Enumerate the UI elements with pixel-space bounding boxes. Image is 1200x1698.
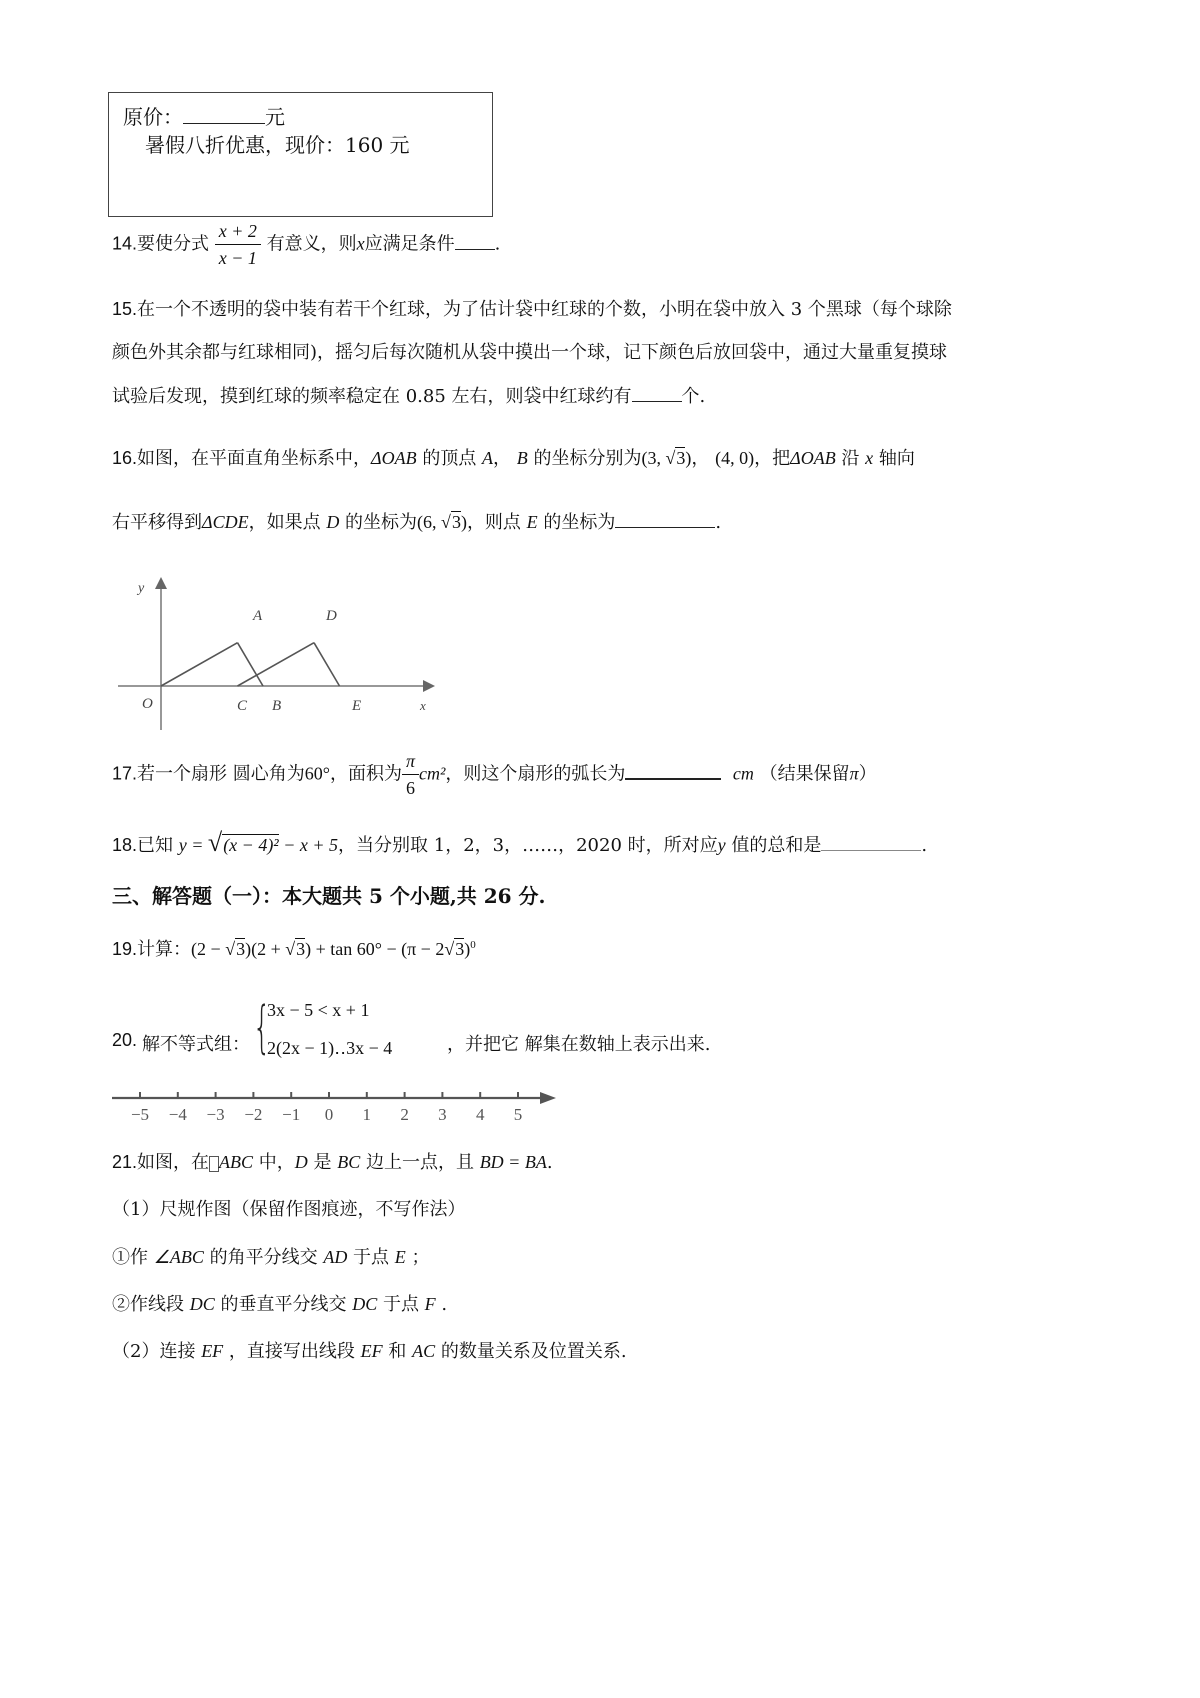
expression: − x + 5 — [278, 835, 339, 855]
fraction — [215, 220, 261, 269]
length-unit: cm — [732, 763, 754, 784]
question-text: 个. — [681, 386, 706, 407]
expression: y = — [178, 835, 208, 855]
question-text: 于点 — [377, 1294, 425, 1315]
original-price-label: 原价： — [123, 105, 183, 129]
question-text: ， — [691, 448, 716, 469]
point-label-c: C — [237, 698, 248, 714]
question-text: 和 — [382, 1341, 413, 1362]
tick-label: −5 — [130, 1105, 150, 1124]
fraction — [402, 750, 419, 799]
coord-part: ) — [460, 512, 467, 532]
question-19 — [112, 935, 476, 961]
segment-label: EF — [360, 1341, 383, 1361]
coord-part: ) — [685, 448, 692, 468]
segment-de — [314, 643, 340, 686]
question-18 — [112, 828, 927, 858]
question-text: 如图，在平面直角坐标系中， — [137, 448, 372, 469]
tick-label: −4 — [168, 1105, 187, 1124]
price-unit: 元 — [265, 105, 285, 129]
point-label-b: B — [272, 698, 282, 714]
question-text: 是 — [307, 1152, 338, 1173]
point-label: D — [326, 512, 340, 532]
tick-label: 3 — [438, 1105, 447, 1124]
numerator: x + 2 — [215, 220, 261, 245]
point-label-a: A — [253, 608, 263, 624]
question-number: 19. — [112, 939, 138, 959]
question-text: 中， — [253, 1152, 295, 1173]
segment-oa — [161, 643, 238, 686]
denominator: x − 1 — [218, 248, 257, 268]
answer-blank — [183, 109, 265, 124]
question-text: 如图，在 — [137, 1152, 210, 1173]
question-15-line-3 — [112, 382, 705, 408]
radicand: 3 — [296, 939, 306, 959]
point-label-e: E — [352, 698, 362, 714]
radicand: 3 — [236, 939, 246, 959]
question-text: 右平移得到 — [112, 512, 202, 533]
question-label: 解不等式组： — [142, 1034, 250, 1055]
question-text: 的坐标为 — [339, 512, 418, 533]
denominator: 6 — [405, 778, 415, 798]
point-label: B — [516, 448, 528, 468]
discount-line: 暑假八折优惠，现价：160 元 — [145, 133, 410, 157]
point-label: E — [526, 512, 538, 532]
expr-part: (2 − — [191, 939, 226, 959]
question-text: 边上一点，且 — [360, 1152, 480, 1173]
angle-label: ∠ABC — [153, 1247, 204, 1267]
question-15-line-2: 颜色外其余都与红球相同)，摇匀后每次随机从袋中摸出一个球，记下颜色后放回袋中，通过大量重复摸球 — [112, 342, 948, 363]
question-number: 17. — [112, 763, 138, 784]
area-unit: cm² — [419, 763, 446, 784]
triangle-label: ΔOAB — [371, 448, 417, 468]
triangle-label: ΔOAB — [790, 448, 836, 468]
expression: $(2 - √3)(2 + √3) + \tan 60^\circ - (\pi - 2√3)^0$ — [191, 939, 476, 959]
point-label: D — [294, 1152, 308, 1172]
question-16-line-2 — [112, 508, 721, 534]
question-text: ， — [493, 448, 517, 469]
point-label-d: D — [326, 608, 337, 624]
question-text: （结果保留 — [759, 763, 850, 785]
answer-blank — [632, 387, 682, 402]
question-16-line-1 — [112, 444, 915, 470]
question-text: ，则这个扇形的弧长为 — [445, 763, 626, 785]
tick-label: 0 — [324, 1105, 334, 1124]
question-text: 的坐标分别为 — [527, 448, 642, 469]
expr-part: ) — [464, 939, 471, 959]
question-21-step-2 — [112, 1290, 447, 1316]
tick-label: 2 — [400, 1105, 409, 1124]
triangle-label: ΔCDE — [202, 512, 249, 532]
inequality-2: 2(2x − 1)‥3x − 4 — [267, 1038, 393, 1058]
question-14 — [112, 220, 500, 269]
question-21-line-1 — [112, 1148, 553, 1174]
segment-cd — [238, 643, 315, 686]
coord-part: (6, — [417, 512, 442, 532]
question-text: 的数量关系及位置关系. — [435, 1341, 627, 1362]
segment-label: AD — [323, 1247, 348, 1267]
axis-label: x — [865, 448, 874, 468]
number-line — [100, 1080, 570, 1130]
question-text: 于点 — [347, 1247, 395, 1268]
question-text: ，如果点 — [248, 512, 327, 533]
variable: x — [356, 233, 365, 254]
tick-label: −1 — [282, 1105, 301, 1124]
question-text: 轴向 — [873, 448, 915, 469]
segment-label: AC — [412, 1341, 436, 1361]
radicand: 3 — [676, 448, 686, 468]
brace: { — [252, 995, 271, 1060]
question-text: ，面积为 — [329, 763, 402, 785]
variable: y — [717, 835, 726, 855]
coordinate-b: (4, 0) — [715, 448, 755, 468]
radicand: 3 — [451, 512, 461, 532]
equation: BD = BA — [479, 1152, 547, 1172]
coordinate-d: (6, √3) — [417, 512, 467, 532]
period: . — [494, 233, 501, 255]
question-text: 已知 — [137, 835, 179, 856]
segment-label: DC — [189, 1294, 215, 1314]
question-number: 15. — [112, 299, 138, 319]
period: . — [546, 1152, 553, 1173]
segment-label: EF — [201, 1341, 224, 1361]
question-21-part-1: （1）尺规作图（保留作图痕迹，不写作法） — [112, 1199, 466, 1220]
question-text: ） — [858, 763, 877, 785]
coord-part: (3, — [641, 448, 666, 468]
segment-label: DC — [352, 1294, 378, 1314]
tick-label: 1 — [362, 1105, 372, 1124]
question-text: （2）连接 — [112, 1341, 202, 1362]
question-label: 计算： — [137, 939, 192, 960]
question-text: ②作线段 — [112, 1294, 190, 1315]
question-text: 沿 — [835, 448, 866, 469]
section-heading: 三、解答题（一）：本大题共 5 个小题,共 26 分. — [112, 884, 546, 908]
point-label-o: O — [142, 696, 153, 712]
missing-glyph-box — [209, 1156, 219, 1172]
question-text: 的角平分线交 — [203, 1247, 324, 1268]
radicand: 3 — [455, 939, 465, 959]
sqrt-sign: √ — [207, 828, 223, 857]
question-text: ，把 — [754, 448, 791, 469]
question-text: 要使分式 — [137, 233, 210, 255]
tick-label: 4 — [475, 1105, 485, 1124]
question-21-step-1 — [112, 1243, 430, 1269]
question-number: 14. — [112, 233, 138, 254]
point-label: E — [394, 1247, 406, 1267]
price-box — [108, 92, 493, 217]
question-text: 应满足条件 — [364, 233, 455, 255]
numerator: π — [402, 750, 419, 775]
question-number: 21. — [112, 1152, 138, 1172]
exponent: 0 — [470, 939, 476, 951]
question-text: 的垂直平分线交 — [214, 1294, 353, 1315]
answer-blank — [821, 836, 921, 851]
inequality-1: 3x − 5 < x + 1 — [267, 1000, 370, 1020]
question-text: 在一个不透明的袋中装有若干个红球，为了估计袋中红球的个数，小明在袋中放入 3 个黑球（每个球除 — [137, 299, 952, 320]
period: . — [921, 835, 928, 856]
segment-label: BC — [337, 1152, 361, 1172]
tick-label: −2 — [244, 1105, 263, 1124]
question-text: 的顶点 — [416, 448, 483, 469]
axis-label-x: x — [420, 698, 426, 713]
question-21-part-2 — [112, 1337, 627, 1363]
answer-blank — [615, 513, 715, 528]
question-text: ，直接写出线段 — [223, 1341, 361, 1362]
tick-label: 5 — [513, 1105, 523, 1124]
axis-label-y: y — [138, 581, 145, 596]
pi-symbol: π — [849, 763, 859, 784]
question-text: 有意义，则 — [266, 233, 357, 255]
question-15-line-1 — [112, 295, 952, 321]
question-text: ； — [405, 1247, 430, 1268]
radicand: (x − 4)² — [223, 835, 279, 855]
answer-blank — [455, 235, 495, 250]
question-text: 若一个扇形 圆心角为 — [137, 763, 305, 785]
question-number: 20. — [112, 1030, 138, 1050]
expr-part: ) + tan 60° − (π − 2 — [305, 939, 445, 959]
period: . — [715, 512, 722, 533]
question-text: 值的总和是 — [725, 835, 822, 856]
question-number: 16. — [112, 448, 138, 468]
question-17 — [112, 750, 877, 799]
question-text: ，则点 — [466, 512, 527, 533]
answer-blank — [625, 764, 721, 780]
question-text: ①作 — [112, 1247, 154, 1268]
question-text: 试验后发现，摸到红球的频率稳定在 0.85 左右，则袋中红球约有 — [112, 386, 632, 407]
question-text: ，并把它 解集在数轴上表示出来. — [447, 1034, 711, 1055]
point-label: A — [482, 448, 494, 468]
original-price-line — [123, 101, 285, 130]
expr-part: )(2 + — [245, 939, 286, 959]
question-text: ，当分别取 1，2，3，……，2020 时，所对应 — [338, 835, 718, 856]
question-number: 18. — [112, 835, 138, 855]
coordinate-a: (3, √3) — [641, 448, 692, 468]
point-label: F — [424, 1294, 436, 1314]
angle-value: 60° — [304, 763, 330, 784]
number-line-arrow — [540, 1092, 556, 1104]
question-text: . — [435, 1294, 448, 1315]
question-text: 的坐标为 — [537, 512, 616, 533]
triangle-label: ABC — [219, 1152, 254, 1172]
tick-label: −3 — [206, 1105, 225, 1124]
coordinate-figure — [110, 570, 440, 730]
